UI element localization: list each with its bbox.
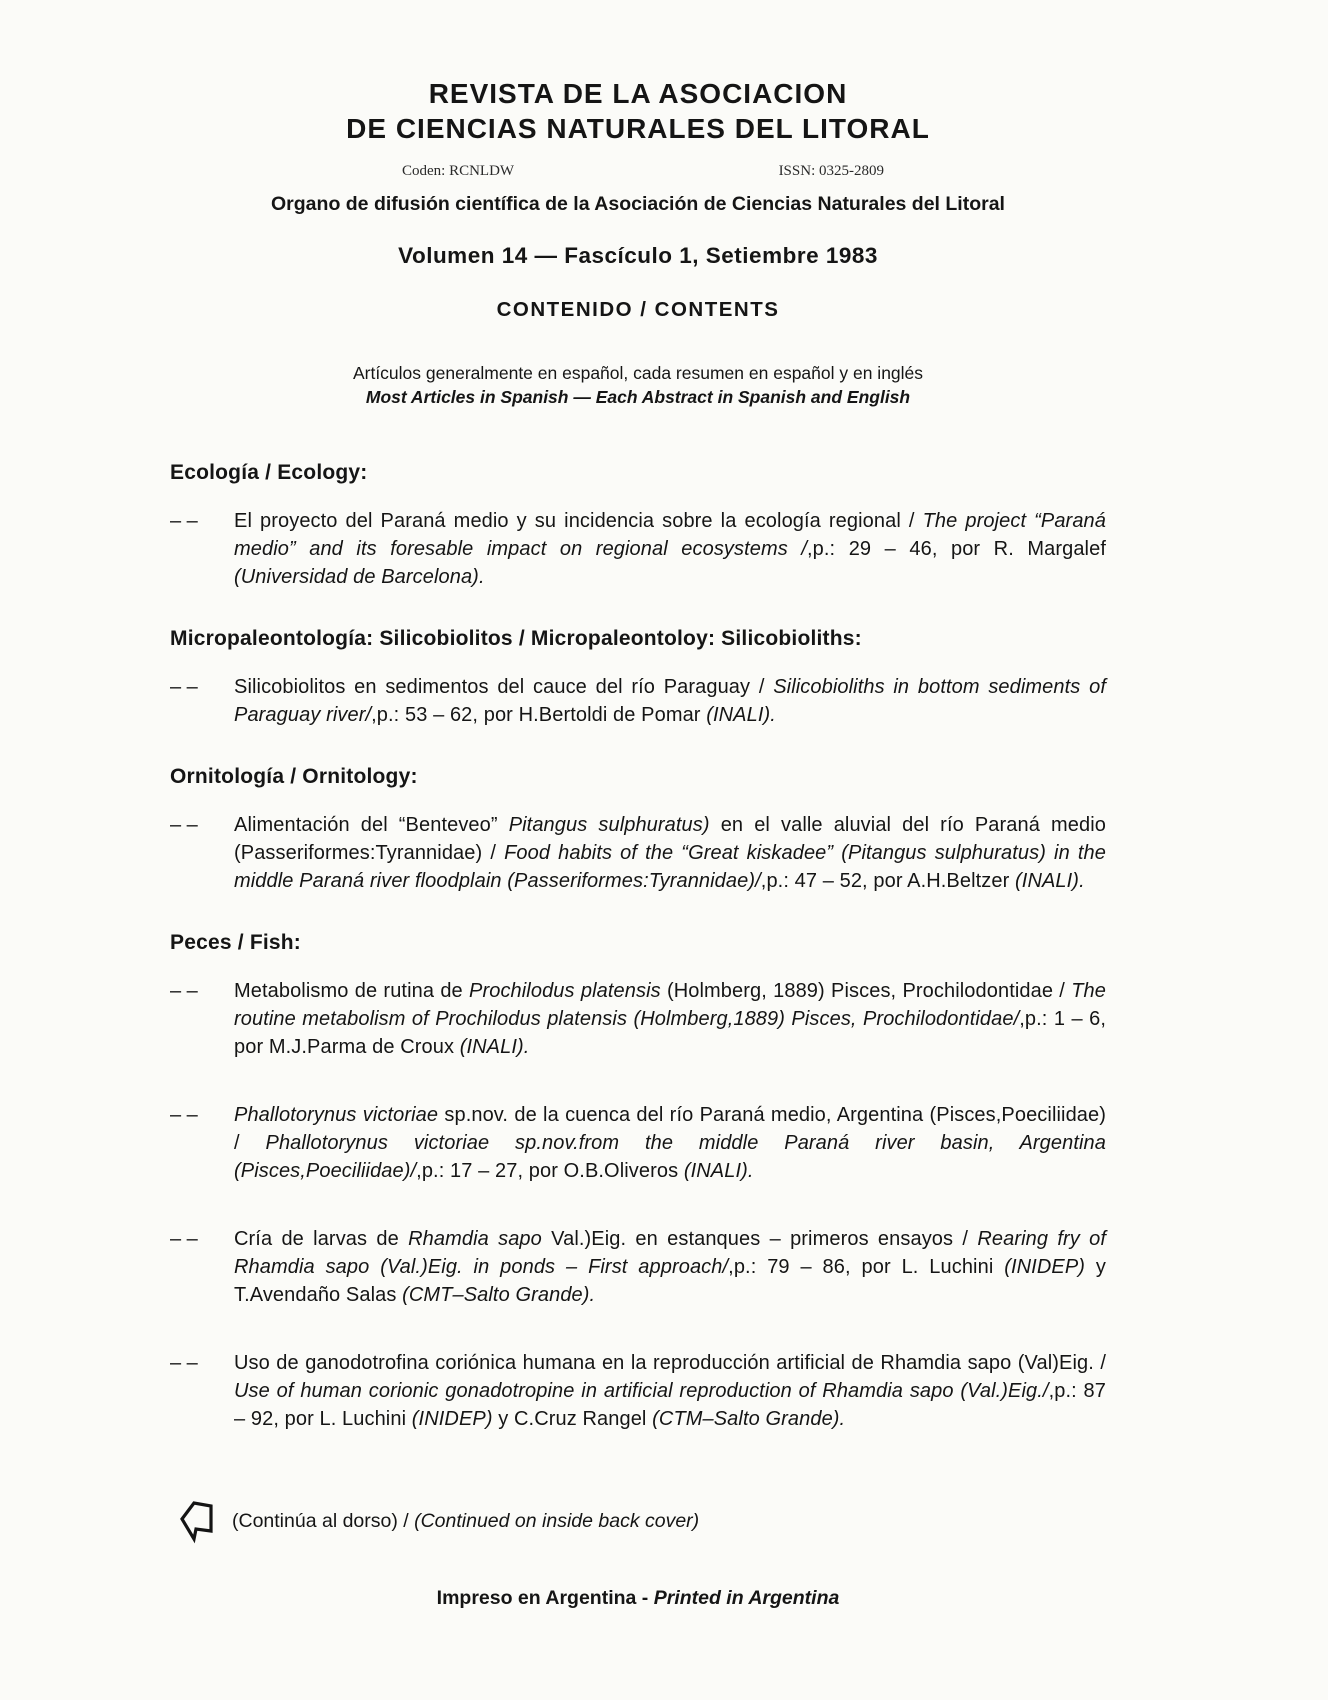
entry-segment-italic: (INALI).: [1015, 870, 1085, 892]
entry-segment: ,p.: 47 – 52, por A.H.Beltzer: [760, 870, 1016, 892]
journal-subtitle: Organo de difusión científica de la Asociación de Ciencias Naturales del Litoral: [271, 193, 1005, 215]
entry-segment: ,p.: 87 – 92, por L. Luchini: [234, 1380, 1106, 1430]
entry-dash-marker: – –: [170, 814, 198, 836]
contents-list: [170, 461, 1106, 1433]
entry-segment: Metabolismo de rutina de: [234, 980, 470, 1002]
entry-segment: y C.Cruz Rangel: [492, 1408, 653, 1430]
entry-text: [234, 507, 1106, 591]
entry-dash-marker: – –: [170, 676, 198, 698]
coden-issn-row: [170, 163, 1106, 180]
entry-segment: (Holmberg, 1889) Pisces, Prochilodontidae /: [660, 980, 1072, 1002]
entry-segment: El proyecto del Paraná medio y su incidencia sobre la ecología regional /: [234, 510, 923, 532]
entry-text: [234, 811, 1106, 895]
continuation-text: [232, 1510, 699, 1533]
toc-entry: [170, 811, 1106, 895]
entry-segment-italic: Use of human corionic gonadotropine in artificial reproduction of Rhamdia sapo (Val.)Eig./: [234, 1380, 1049, 1402]
entry-segment: y T.Avendaño Salas: [234, 1256, 1106, 1306]
entry-segment: Val.)Eig. en estanques – primeros ensayos /: [541, 1228, 978, 1250]
entry-segment: Uso de ganodotrofina coriónica humana en la reproducción artificial de Rhamdia sapo (Val)Eig. /: [234, 1352, 1106, 1374]
entry-segment-italic: The project “Paraná medio” and its foresable impact on regional ecosystems /: [234, 510, 1106, 560]
entry-segment-italic: (INALI).: [683, 1160, 754, 1182]
entry-segment-italic: (INIDEP): [1004, 1256, 1086, 1278]
entry-segment: en el valle aluvial del río Paraná medio (Passeriformes:Tyrannidae) /: [234, 814, 1106, 864]
language-note-es: Artículos generalmente en español, cada resumen en español y en inglés: [352, 363, 924, 383]
entry-segment: Alimentación del “Benteveo”: [234, 814, 509, 836]
continuation-note: [178, 1497, 1106, 1545]
continuation-text-en: (Continued on inside back cover): [414, 1509, 700, 1532]
toc-entry: [170, 1101, 1106, 1185]
entry-segment-italic: Rhamdia sapo: [408, 1228, 542, 1250]
contents-heading: CONTENIDO / CONTENTS: [496, 298, 780, 321]
language-note-en: Most Articles in Spanish — Each Abstract in Spanish and English: [365, 387, 911, 407]
entry-text: [234, 1349, 1106, 1433]
entry-segment-italic: (INALI).: [706, 704, 776, 726]
entry-segment-italic: Prochilodus platensis: [469, 980, 661, 1002]
toc-entry: [170, 507, 1106, 591]
imprint-line: [170, 1587, 1106, 1610]
journal-title: [170, 76, 1106, 146]
entry-segment-italic: Food habits of the “Great kiskadee” (Pitangus sulphuratus) in the middle Paraná river floodplain (Passeriformes:Tyrannidae)/: [234, 842, 1106, 892]
section-heading: Micropaleontología: Silicobiolitos / Micropaleontoloy: Silicobioliths:: [170, 627, 862, 650]
entry-segment-italic: Pitangus sulphuratus): [508, 814, 710, 836]
journal-title-line2: DE CIENCIAS NATURALES DEL LITORAL: [346, 113, 930, 144]
entry-segment-italic: (CMT–Salto Grande).: [402, 1284, 596, 1306]
entry-segment: ,p.: 17 – 27, por O.B.Oliveros: [416, 1160, 684, 1182]
entry-segment-italic: Phallotorynus victoriae: [234, 1104, 439, 1126]
entry-segment: ,p.: 79 – 86, por L. Luchini: [728, 1256, 1005, 1278]
imprint-en: Printed in Argentina: [653, 1587, 840, 1609]
entry-segment: sp.nov. de la cuenca del río Paraná medio, Argentina (Pisces,Poeciliidae) /: [234, 1104, 1107, 1154]
coden-label: Coden: RCNLDW: [402, 163, 515, 179]
entry-segment-italic: (INIDEP): [411, 1408, 493, 1430]
toc-entry: [170, 673, 1106, 729]
entry-text: [234, 977, 1106, 1061]
entry-segment-italic: Rearing fry of Rhamdia sapo (Val.)Eig. in ponds – First approach/: [234, 1228, 1106, 1278]
imprint-es: Impreso en Argentina -: [436, 1587, 654, 1609]
section-heading: Peces / Fish:: [170, 931, 301, 954]
entry-dash-marker: – –: [170, 510, 198, 532]
entry-segment-italic: (Universidad de Barcelona).: [234, 566, 485, 588]
entry-dash-marker: – –: [170, 1228, 198, 1250]
issn-label: ISSN: 0325-2809: [778, 163, 884, 179]
journal-title-line1: REVISTA DE LA ASOCIACION: [428, 78, 848, 109]
entry-segment: ,p.: 1 – 6, por M.J.Parma de Croux: [234, 1008, 1106, 1058]
entry-text: [234, 673, 1106, 729]
entry-text: [234, 1101, 1106, 1185]
entry-text: [234, 1225, 1106, 1309]
section-heading: Ornitología / Ornitology:: [170, 765, 418, 788]
toc-entry: [170, 977, 1106, 1061]
toc-entry: [170, 1225, 1106, 1309]
entry-dash-marker: – –: [170, 1352, 198, 1374]
entry-segment: ,p.: 29 – 46, por R. Margalef: [807, 538, 1106, 560]
entry-segment: ,p.: 53 – 62, por H.Bertoldi de Pomar: [371, 704, 707, 726]
entry-segment-italic: Silicobioliths in bottom sediments of Paraguay river/: [234, 676, 1106, 726]
section-heading: Ecología / Ecology:: [170, 461, 368, 484]
entry-dash-marker: – –: [170, 1104, 198, 1126]
entry-segment-italic: (INALI).: [459, 1036, 530, 1058]
entry-segment-italic: (CTM–Salto Grande).: [652, 1408, 846, 1430]
continuation-text-es: (Continúa al dorso) /: [232, 1509, 415, 1532]
toc-entry: [170, 1349, 1106, 1433]
entry-segment-italic: The routine metabolism of Prochilodus platensis (Holmberg,1889) Pisces, Prochilodontidae/: [234, 980, 1106, 1030]
left-arrow-icon: [178, 1497, 216, 1545]
entry-segment: Cría de larvas de: [234, 1228, 409, 1250]
entry-dash-marker: – –: [170, 980, 198, 1002]
entry-segment-italic: Phallotorynus victoriae sp.nov.from the middle Paraná river basin, Argentina (Pisces,Poeciliidae)/: [234, 1132, 1106, 1182]
entry-segment: Silicobiolitos en sedimentos del cauce del río Paraguay /: [234, 676, 774, 698]
volume-issue-line: Volumen 14 — Fascículo 1, Setiembre 1983: [398, 243, 878, 268]
